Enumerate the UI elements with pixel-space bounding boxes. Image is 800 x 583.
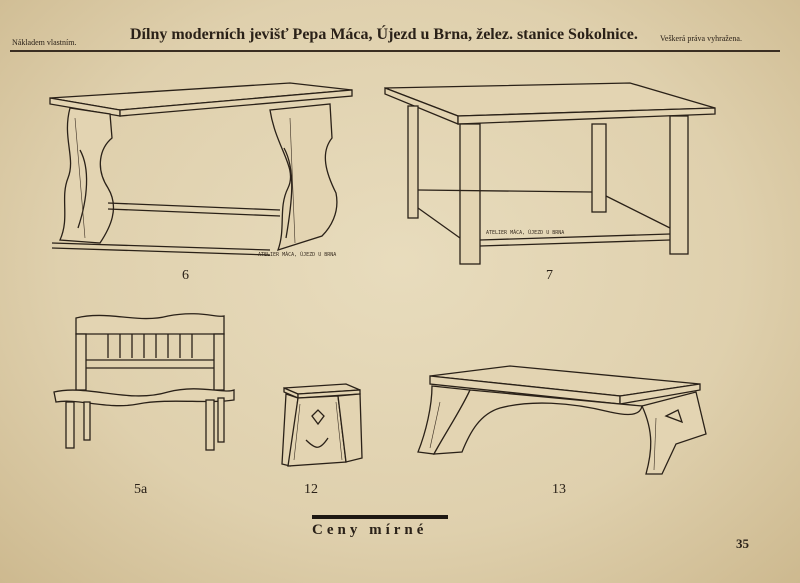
item-number-12: 12 (304, 482, 318, 497)
item-number-5a: 5a (134, 482, 148, 497)
low-table-13-illustration (410, 362, 710, 482)
rights-note: Veškerá práva vyhražena. (660, 34, 742, 43)
item-number-13: 13 (552, 482, 566, 497)
stool-12-illustration (276, 380, 366, 470)
table-6-illustration (40, 78, 360, 268)
prices-slogan: Ceny mírné (312, 522, 428, 538)
page-number: 35 (736, 536, 749, 551)
table-7-illustration (380, 78, 720, 268)
header-rule (10, 50, 780, 52)
page-title: Dílny moderních jevišť Pepa Máca, Újezd u Brna, želez. stanice Sokolnice. (130, 26, 638, 43)
item-number-7: 7 (546, 268, 553, 283)
table-7-maker-stamp: ATELIER MÁCA, ÚJEZD U BRNA (486, 230, 565, 236)
slogan-rule (312, 515, 448, 519)
publisher-note: Nákladem vlastním. (12, 38, 77, 47)
item-number-6: 6 (182, 268, 189, 283)
table-6-maker-stamp: ATELIER MÁCA, ÚJEZD U BRNA (258, 252, 337, 258)
bench-5a-illustration (48, 310, 238, 470)
